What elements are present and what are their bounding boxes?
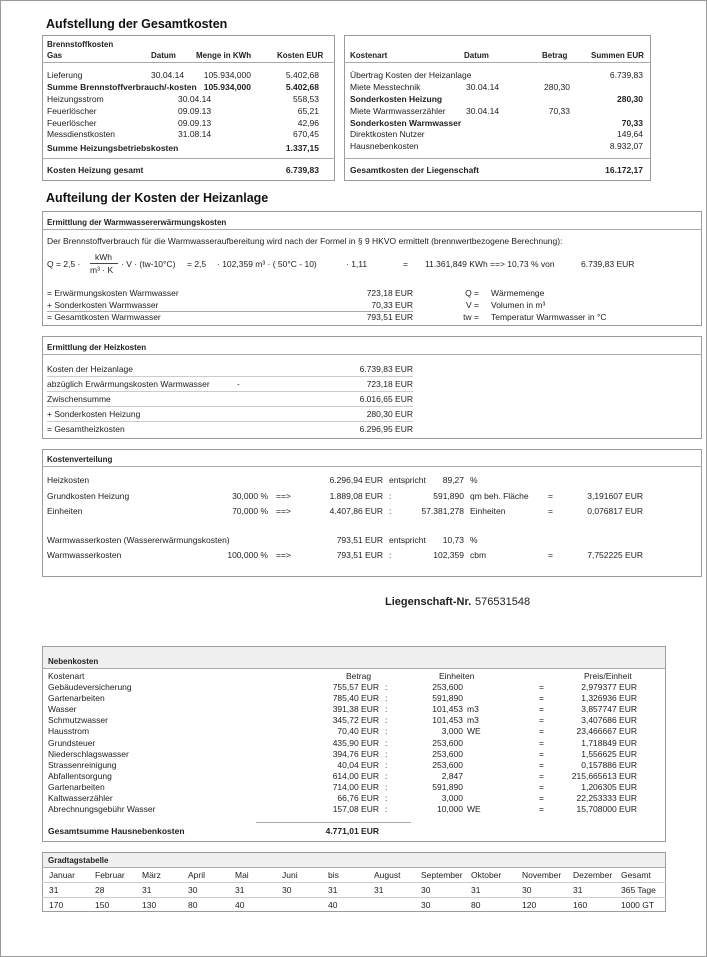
ancillary-row-colon: : [385,715,388,726]
distribution-row-unit: % [470,475,478,485]
distribution-row-equals: = [548,491,553,501]
ancillary-row-colon: : [385,737,388,748]
distribution-row-separator: entspricht [389,535,426,545]
warmwater-row-label: = Gesamtkosten Warmwasser [47,312,161,322]
distribution-row-label: Warmwasserkosten [47,550,122,560]
fuel-row-label: Lieferung [47,70,83,80]
fuel-row-label: Feuerlöscher [47,118,97,128]
distribution-row-value: 793,51 EUR [336,550,383,560]
distribution-row-label: Einheiten [47,506,83,516]
ancillary-header-units: Einheiten [439,671,475,681]
fuel-row-label: Feuerlöscher [47,106,97,116]
fuel-row-cost: 65,21 [297,106,319,116]
fuel-total-divider [42,158,335,159]
degree-days-months-cell: Dezember [573,870,613,880]
costtype-row-label: Übertrag Kosten der Heizanlage [350,70,472,80]
heating-row-label: Zwischensumme [47,394,111,404]
formula-unit-denominator: m³ · K [90,265,114,275]
degree-days-values-cell: 80 [471,900,481,910]
degree-days-values-cell: 1000 GT [621,900,655,910]
ancillary-row-price: 1,326936 EUR [581,693,637,704]
degree-days-months-cell: Mai [235,870,249,880]
distribution-row-separator: : [389,550,392,560]
ancillary-row-unit: m3 [467,704,479,715]
warmwater-intro: Der Brennstoffverbrauch für die Warmwasseraufbereitung wird nach der Formel in § 9 HKVO ermittelt (brennwertbezogene Berechnung): [47,236,563,246]
distribution-row-equals: = [548,550,553,560]
ancillary-row-equals: = [539,682,544,692]
distribution-row-percent: 100,000 % [227,550,268,560]
fuel-total-value: 6.739,83 [285,165,319,175]
costtype-row-sum: 70,33 [621,118,643,128]
warmwater-section-title: Ermittlung der Warmwassererwärmungskosten [47,218,227,227]
formula-volume: · 102,359 m³ · ( 50°C - 10) [217,259,317,269]
ancillary-row-amount: 70,40 EUR [337,726,379,737]
costtypes-header-divider [344,62,651,63]
costtype-row-sum: 149,64 [617,129,643,139]
distribution-row-unit: cbm [470,550,487,560]
degree-days-values-cell: 40 [235,900,245,910]
ancillary-row-colon: : [385,804,388,815]
distribution-header-divider [42,466,702,467]
heating-row-label: + Sonderkosten Heizung [47,409,141,419]
distribution-section-title: Kostenverteilung [47,455,113,464]
ancillary-row-price: 3,857747 EUR [581,704,637,715]
warmwater-row-label: = Erwärmungskosten Warmwasser [47,288,179,298]
ancillary-header-kind: Kostenart [48,671,85,681]
formula-q: Q = 2,5 · [47,259,81,269]
ancillary-header-bar [43,647,665,668]
degree-days-values-cell: 40 [328,900,338,910]
ancillary-row-colon: : [385,781,388,792]
fuel-section-title: Brennstoffkosten [47,40,114,49]
distribution-row-units: 57.381,278 [421,506,464,516]
ancillary-row-equals: = [539,793,544,803]
fuel-row-date: 30.04.14 [151,70,185,80]
ancillary-header-price: Preis/Einheit [584,671,632,681]
warmwater-row-value: 723,18 EUR [366,288,413,298]
fuel-row-date: 09.09.13 [178,118,212,128]
distribution-row-value: 4.407,86 EUR [329,506,383,516]
warmwater-row-value: 793,51 EUR [366,312,413,322]
costtype-row-date: 30.04.14 [466,82,500,92]
heating-row-label: = Gesamtheizkosten [47,424,125,434]
ancillary-total-divider [256,822,411,823]
warmwater-sum-divider [47,311,413,312]
ancillary-row-unit: WE [467,804,481,815]
degree-days-days-cell: 31 [235,885,245,895]
distribution-row-separator: entspricht [389,475,426,485]
ancillary-row-units: 253,600 [432,759,463,770]
ancillary-header-divider [42,668,666,669]
ancillary-row-equals: = [539,715,544,726]
ancillary-row-label: Grundsteuer [48,737,96,748]
costtype-row-label: Direktkosten Nutzer [350,129,425,139]
heating-row-divider [47,376,413,377]
ancillary-row-price: 1,556625 EUR [581,748,637,759]
legend-text: Temperatur Warmwasser in °C [491,312,607,322]
distribution-row-units: 89,27 [442,475,464,485]
ancillary-section-title: Nebenkosten [48,657,99,666]
ancillary-row-equals: = [539,737,544,748]
distribution-row-label: Heizkosten [47,475,90,485]
costtypes-total-label: Gesamtkosten der Liegenschaft [350,165,479,175]
degree-days-values-cell: 130 [142,900,157,910]
ancillary-row-colon: : [385,759,388,770]
degree-days-values-cell: 120 [522,900,537,910]
ancillary-row-equals: = [539,704,544,715]
distribution-row-equals: = [548,506,553,516]
ancillary-row-label: Kaltwasserzähler [48,793,113,803]
heating-row-divider [47,421,413,422]
warmwater-row-value: 70,33 EUR [371,300,413,310]
costtype-row-sum: 280,30 [617,94,643,104]
distribution-row-arrow: ==> [276,491,291,501]
degree-days-values-cell: 150 [95,900,110,910]
heating-header-divider [42,354,702,355]
heating-row-value: 6.296,95 EUR [359,424,413,434]
fuel-row-label: Heizungsstrom [47,94,104,104]
degree-days-days-cell: 31 [471,885,481,895]
degree-days-days-cell: 365 Tage [621,885,656,895]
degree-days-months-cell: Februar [95,870,125,880]
heating-row-label: Kosten der Heizanlage [47,364,134,374]
legend-symbol: Q = [465,288,479,298]
ancillary-total-value: 4.771,01 EUR [325,826,379,836]
distribution-row-percent: 30,000 % [232,491,268,501]
degree-days-days-cell: 30 [282,885,292,895]
ancillary-row-price: 22,253333 EUR [576,793,637,803]
ancillary-row-units: 591,890 [432,693,463,704]
heating-row-value: 6.016,65 EUR [359,394,413,404]
degree-days-values-cell: 160 [573,900,588,910]
degree-days-months-cell: Oktober [471,870,502,880]
property-label: Liegenschaft-Nr. [385,596,472,608]
costtypes-header-sum: Summen EUR [591,51,644,60]
degree-days-months-cell: November [522,870,562,880]
formula-eq: = 2,5 [187,259,207,269]
ancillary-row-price: 1,718849 EUR [581,737,637,748]
degree-days-days-cell: 30 [188,885,198,895]
distribution-row-label: Grundkosten Heizung [47,491,130,501]
distribution-row-percent: 70,000 % [232,506,268,516]
formula-unit-numerator: kWh [95,252,112,262]
costtypes-header-amount: Betrag [542,51,568,60]
distribution-row-value: 1.889,08 EUR [329,491,383,501]
ancillary-row-colon: : [385,693,388,704]
ancillary-row-amount: 714,00 EUR [332,781,379,792]
degree-days-values-cell: 80 [188,900,198,910]
distribution-row-unit: qm beh. Fläche [470,491,529,501]
distribution-row-price: 7,752225 EUR [587,550,643,560]
fuel-row-date: 09.09.13 [178,106,212,116]
heating-row-value: 723,18 EUR [366,379,413,389]
degree-days-months-cell: Januar [49,870,75,880]
ancillary-row-units: 253,600 [432,748,463,759]
fuel-sum-operating-label: Summe Heizungsbetriebskosten [47,143,179,153]
costtypes-header-kind: Kostenart [350,51,388,60]
fuel-total-label: Kosten Heizung gesamt [47,165,144,175]
distribution-row-unit: Einheiten [470,506,506,516]
costtypes-total-divider [344,158,651,159]
formula-eq2: = [403,259,408,269]
degree-days-months-cell: Gesamt [621,870,651,880]
heating-row-divider [47,391,413,392]
fuel-row-label: Messdienstkosten [47,129,116,139]
ancillary-row-label: Gebäudeversicherung [48,682,132,692]
fuel-sum-operating-value: 1.337,15 [285,143,319,153]
degree-days-section-title: Gradtagstabelle [48,856,109,865]
ancillary-row-equals: = [539,759,544,770]
formula-base: 6.739,83 EUR [581,259,635,269]
ancillary-row-units: 253,600 [432,737,463,748]
formula-fraction-bar [90,263,118,264]
ancillary-row-units: 10,000 [437,804,463,815]
ancillary-row-amount: 755,57 EUR [332,682,379,692]
ancillary-row-equals: = [539,804,544,815]
ancillary-row-colon: : [385,726,388,737]
ancillary-row-amount: 345,72 EUR [332,715,379,726]
degree-days-days-cell: 31 [49,885,59,895]
degree-days-days-cell: 31 [328,885,338,895]
legend-symbol: tw = [463,312,479,322]
fuel-header-cost: Kosten EUR [277,51,324,60]
ancillary-row-equals: = [539,726,544,737]
ancillary-header-amount: Betrag [346,671,372,681]
costtype-row-amount: 70,33 [548,106,570,116]
costtype-row-label: Miete Messtechnik [350,82,421,92]
ancillary-row-units: 253,600 [432,682,463,692]
heating-row-operator: - [237,379,240,389]
costtype-row-sum: 6.739,83 [609,70,643,80]
distribution-row-price: 3,191607 EUR [587,491,643,501]
ancillary-row-colon: : [385,770,388,781]
property-number: 576531548 [475,596,531,608]
distribution-row-price: 0,076817 EUR [587,506,643,516]
ancillary-row-amount: 785,40 EUR [332,693,379,704]
legend-text: Volumen in m³ [491,300,546,310]
degree-days-months-cell: März [142,870,161,880]
title-heating-split: Aufteilung der Kosten der Heizanlage [46,191,269,205]
fuel-header-gas: Gas [47,51,63,60]
ancillary-row-units: 101,453 [432,704,463,715]
distribution-row-units: 591,890 [433,491,464,501]
distribution-row-units: 102,359 [433,550,464,560]
warmwater-header-divider [42,229,702,230]
ancillary-row-label: Gartenarbeiten [48,693,105,704]
fuel-header-date: Datum [151,51,176,60]
legend-symbol: V = [466,300,479,310]
degree-days-header-bar [43,853,665,867]
ancillary-row-label: Gartenarbeiten [48,781,105,792]
ancillary-row-colon: : [385,748,388,759]
ancillary-row-amount: 394,76 EUR [332,748,379,759]
ancillary-row-equals: = [539,748,544,759]
degree-days-values-cell: 30 [421,900,431,910]
distribution-row-value: 6.296,94 EUR [329,475,383,485]
ancillary-total-label: Gesamtsumme Hausnebenkosten [48,826,185,836]
ancillary-row-label: Wasser [48,704,77,715]
costtype-row-label: Miete Warmwasserzähler [350,106,446,116]
fuel-row-amount: 105.934,000 [203,82,251,92]
ancillary-row-amount: 391,38 EUR [332,704,379,715]
ancillary-row-equals: = [539,770,544,781]
title-total-costs: Aufstellung der Gesamtkosten [46,17,228,31]
heating-row-label: abzüglich Erwärmungskosten Warmwasser [47,379,210,389]
heating-row-divider [47,406,413,407]
distribution-row-separator: : [389,506,392,516]
formula-rest: · V · (tw-10°C) [121,259,176,269]
distribution-row-unit: % [470,535,478,545]
ancillary-row-units: 2,847 [441,770,463,781]
degree-days-header-divider [42,867,666,868]
ancillary-row-colon: : [385,704,388,715]
costtype-row-label: Sonderkosten Warmwasser [350,118,462,128]
ancillary-row-label: Schmutzwasser [48,715,108,726]
ancillary-row-price: 215,665613 EUR [571,770,637,781]
degree-days-days-cell: 31 [374,885,384,895]
degree-days-days-cell: 31 [573,885,583,895]
legend-text: Wärmemenge [491,288,545,298]
fuel-row-cost: 5.402,68 [285,70,319,80]
ancillary-row-label: Abrechnungsgebühr Wasser [48,804,156,815]
costtype-row-label: Hausnebenkosten [350,141,419,151]
heating-row-value: 280,30 EUR [366,409,413,419]
ancillary-row-price: 2,979377 EUR [581,682,637,692]
costtype-row-amount: 280,30 [544,82,570,92]
fuel-header-amount: Menge in KWh [196,51,252,60]
ancillary-row-label: Strassenreinigung [48,759,117,770]
degree-days-days-cell: 31 [142,885,152,895]
degree-days-days-cell: 30 [421,885,431,895]
fuel-header-divider [42,62,335,63]
fuel-row-label: Summe Brennstoffverbrauch/-kosten [47,82,197,92]
fuel-row-date: 30.04.14 [178,94,212,104]
costtypes-header-date: Datum [464,51,489,60]
formula-factor: · 1,11 [346,259,368,269]
costtype-row-date: 30.04.14 [466,106,500,116]
ancillary-row-units: 3,000 [441,726,463,737]
degree-days-days-cell: 30 [522,885,532,895]
ancillary-row-equals: = [539,781,544,792]
ancillary-row-price: 15,708000 EUR [576,804,637,815]
distribution-row-label: Warmwasserkosten (Wassererwärmungskosten) [47,535,230,545]
fuel-row-date: 31.08.14 [178,129,212,139]
ancillary-row-price: 3,407686 EUR [581,715,637,726]
ancillary-row-label: Niederschlagswasser [48,748,129,759]
ancillary-row-amount: 614,00 EUR [332,770,379,781]
heating-row-value: 6.739,83 EUR [359,364,413,374]
ancillary-row-amount: 157,08 EUR [332,804,379,815]
ancillary-row-label: Abfallentsorgung [48,770,112,781]
distribution-row-units: 10,73 [442,535,464,545]
degree-days-months-cell: August [374,870,401,880]
degree-days-months-cell: Juni [282,870,298,880]
degree-days-row-divider [42,882,666,883]
ancillary-row-amount: 40,04 EUR [337,759,379,770]
degree-days-months-cell: April [188,870,206,880]
formula-result: 11.361,849 KWh ==> 10,73 % von [425,259,555,269]
ancillary-row-units: 591,890 [432,781,463,792]
degree-days-months-cell: September [421,870,463,880]
costtype-row-sum: 8.932,07 [609,141,643,151]
ancillary-row-units: 101,453 [432,715,463,726]
ancillary-row-colon: : [385,793,388,803]
distribution-row-separator: : [389,491,392,501]
degree-days-row-divider [42,897,666,898]
degree-days-months-cell: bis [328,870,339,880]
ancillary-row-price: 0,157886 EUR [581,759,637,770]
fuel-row-amount: 105.934,000 [203,70,251,80]
fuel-row-cost: 5.402,68 [285,82,319,92]
costtypes-total-value: 16.172,17 [605,165,643,175]
fuel-row-cost: 558,53 [293,94,319,104]
ancillary-row-unit: m3 [467,715,479,726]
ancillary-row-equals: = [539,693,544,704]
ancillary-row-price: 1,206305 EUR [581,781,637,792]
ancillary-row-amount: 66,76 EUR [337,793,379,803]
fuel-row-cost: 670,45 [293,129,319,139]
distribution-row-value: 793,51 EUR [336,535,383,545]
distribution-row-arrow: ==> [276,550,291,560]
degree-days-days-cell: 28 [95,885,105,895]
ancillary-row-amount: 435,90 EUR [332,737,379,748]
heating-section-title: Ermittlung der Heizkosten [47,343,147,352]
degree-days-values-cell: 170 [49,900,64,910]
ancillary-row-unit: WE [467,726,481,737]
ancillary-row-price: 23,466667 EUR [576,726,637,737]
ancillary-row-label: Hausstrom [48,726,90,737]
distribution-row-arrow: ==> [276,506,291,516]
fuel-row-cost: 42,96 [297,118,319,128]
ancillary-row-colon: : [385,682,388,692]
ancillary-row-units: 3,000 [441,793,463,803]
warmwater-row-label: + Sonderkosten Warmwasser [47,300,159,310]
costtype-row-label: Sonderkosten Heizung [350,94,443,104]
